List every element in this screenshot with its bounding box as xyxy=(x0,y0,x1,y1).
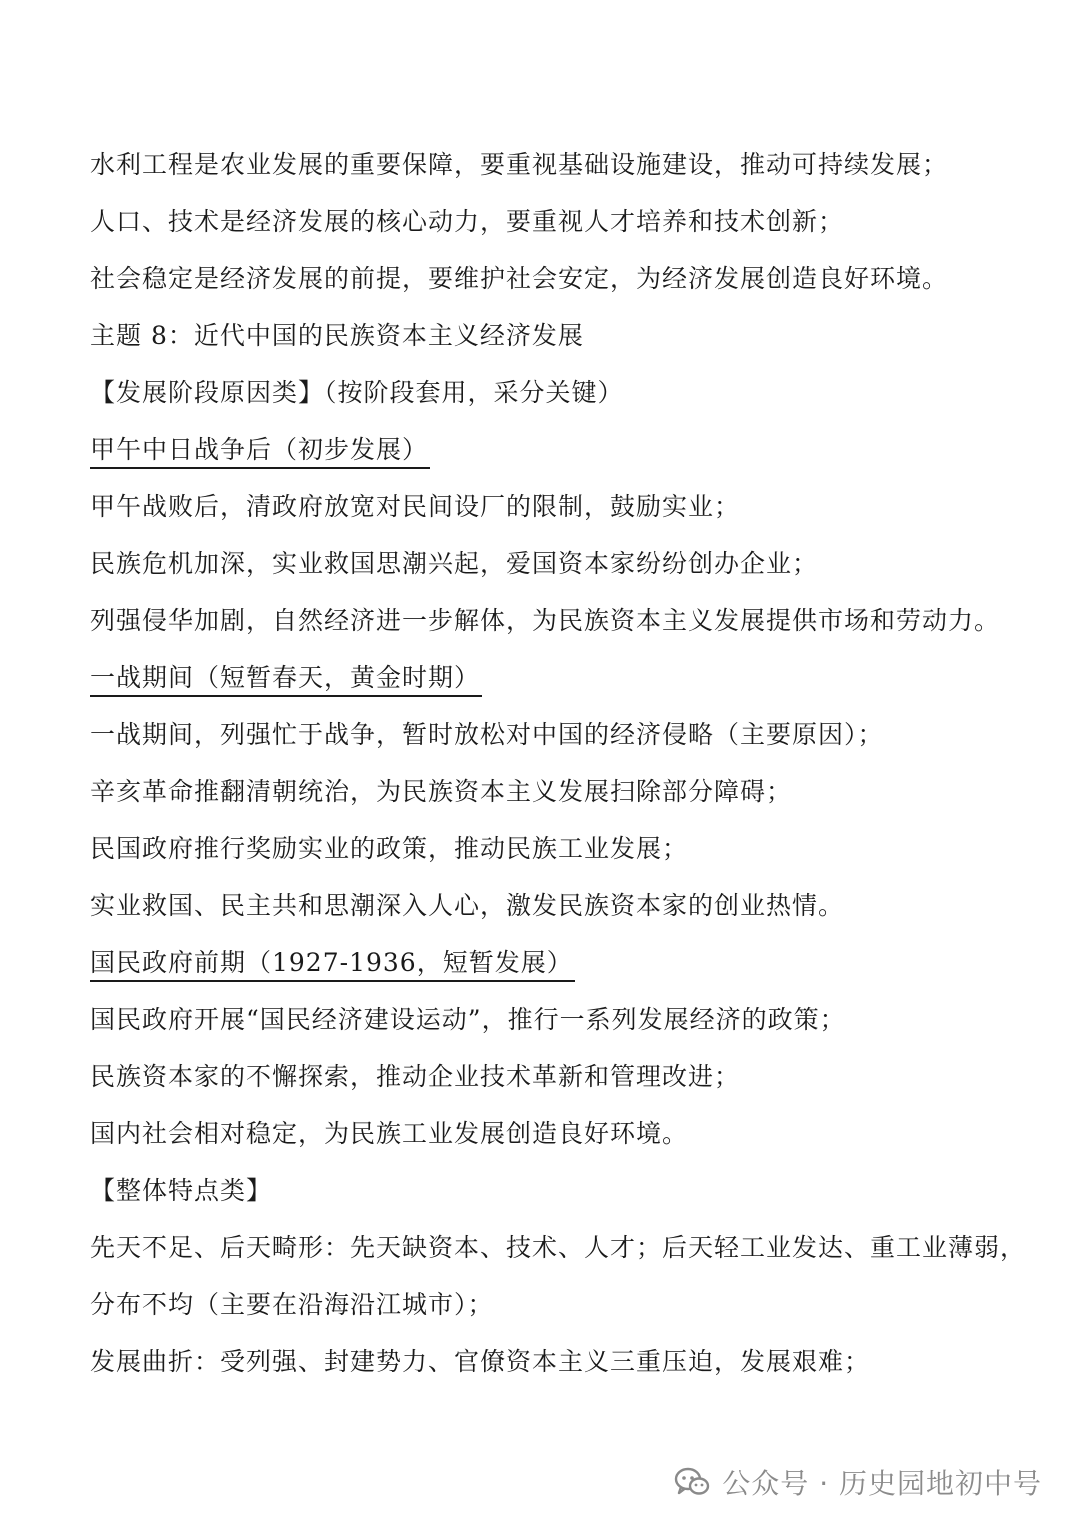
stage-heading-underlined: 甲午中日战争后（初步发展） xyxy=(90,433,430,469)
stage-heading-underlined: 一战期间（短暂春天，黄金时期） xyxy=(90,661,482,697)
section-heading: 【整体特点类】 xyxy=(90,1176,273,1205)
watermark xyxy=(674,1460,1042,1504)
paragraph-line: 社会稳定是经济发展的前提，要维护社会安定，为经济发展创造良好环境。 xyxy=(90,264,949,293)
paragraph-line: 国内社会相对稳定，为民族工业发展创造良好环境。 xyxy=(90,1119,689,1148)
paragraph-line: 一战期间，列强忙于战争，暂时放松对中国的经济侵略（主要原因）； xyxy=(90,720,884,749)
document-page xyxy=(90,136,1030,1390)
stage-heading-container xyxy=(90,649,1030,706)
paragraph-line: 先天不足、后天畸形：先天缺资本、技术、人才；后天轻工业发达、重工业薄弱， xyxy=(90,1233,1027,1262)
paragraph-line: 甲午战败后，清政府放宽对民间设厂的限制，鼓励实业； xyxy=(90,492,741,521)
paragraph-line: 发展曲折：受列强、封建势力、官僚资本主义三重压迫，发展艰难； xyxy=(90,1347,871,1376)
paragraph-line: 列强侵华加剧，自然经济进一步解体，为民族资本主义发展提供市场和劳动力。 xyxy=(90,606,1001,635)
topic-heading: 主题 8：近代中国的民族资本主义经济发展 xyxy=(90,321,584,350)
watermark-text: 公众号 · 历史园地初中号 xyxy=(722,1467,1042,1500)
paragraph-line: 民族资本家的不懈探索，推动企业技术革新和管理改进； xyxy=(90,1062,741,1091)
paragraph-line: 分布不均（主要在沿海沿江城市）； xyxy=(90,1290,494,1319)
stage-heading-container xyxy=(90,421,1030,478)
paragraph-line: 人口、技术是经济发展的核心动力，要重视人才培养和技术创新； xyxy=(90,207,845,236)
stage-heading-container xyxy=(90,934,1030,991)
paragraph-line: 辛亥革命推翻清朝统治，为民族资本主义发展扫除部分障碍； xyxy=(90,777,793,806)
paragraph-line: 水利工程是农业发展的重要保障，要重视基础设施建设，推动可持续发展； xyxy=(90,150,949,179)
section-heading: 【发展阶段原因类】（按阶段套用，采分关键） xyxy=(90,378,624,407)
paragraph-line: 国民政府开展“国民经济建设运动”，推行一系列发展经济的政策； xyxy=(90,1005,846,1034)
wechat-icon xyxy=(674,1466,710,1498)
paragraph-line: 民族危机加深，实业救国思潮兴起，爱国资本家纷纷创办企业； xyxy=(90,549,819,578)
paragraph-line: 实业救国、民主共和思潮深入人心，激发民族资本家的创业热情。 xyxy=(90,891,845,920)
stage-heading-underlined: 国民政府前期（1927-1936，短暂发展） xyxy=(90,946,575,982)
paragraph-line: 民国政府推行奖励实业的政策，推动民族工业发展； xyxy=(90,834,689,863)
